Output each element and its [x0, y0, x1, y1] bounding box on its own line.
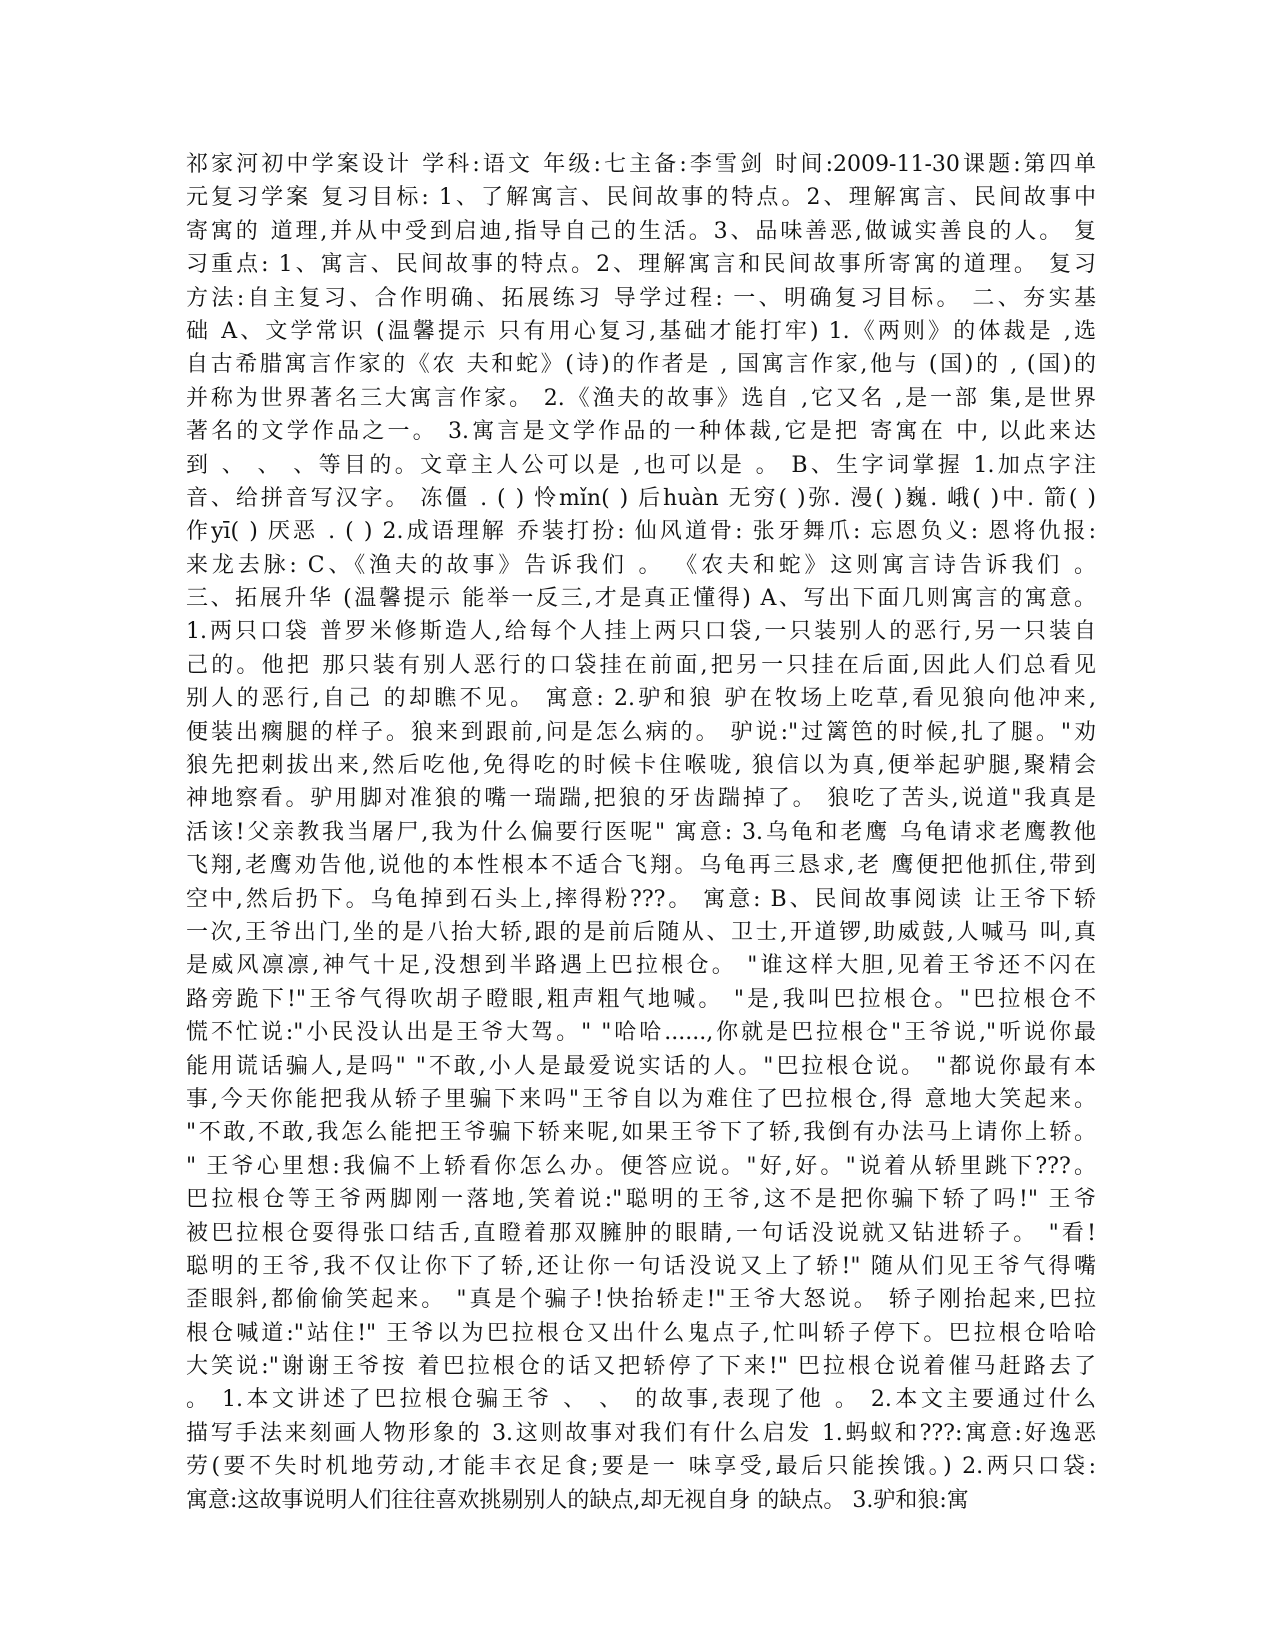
- text-line-20: 神地察看。驴用脚对准狼的嘴一瑞踹,把狼的牙齿踹掉了。 狼吃了苦头,说道"我真是: [186, 786, 1096, 812]
- document-page: [186, 148, 1096, 1517]
- text-line-18: 便装出瘸腿的样子。狼来到跟前,问是怎么病的。 驴说:"过篱笆的时候,扎了腿。"劝: [186, 719, 1096, 745]
- text-line-35: 歪眼斜,都偷偷笑起来。 "真是个骗子!快抬轿走!"王爷大怒说。 轿子刚抬起来,巴拉: [186, 1287, 1096, 1313]
- text-line-7: 自古希腊寓言作家的《农 夫和蛇》(诗)的作者是 , 国寓言作家,他与 (国)的 , (国)的: [186, 352, 1096, 378]
- text-line-37: 大笑说:"谢谢王爷按 着巴拉根仓的话又把轿停了下来!" 巴拉根仓说着催马赶路去了: [186, 1354, 1096, 1380]
- text-line-16: 己的。他把 那只装有别人恶行的口袋挂在前面,把另一只挂在后面,因此人们总看见: [186, 652, 1096, 678]
- text-line-21: 活该!父亲教我当屠尸,我为什么偏要行医呢" 寓意: 3.乌龟和老鹰 乌龟请求老鹰教他: [186, 819, 1096, 845]
- text-line-1: 祁家河初中学案设计 学科:语文 年级:七主备:李雪剑 时间:2009-11-30课题:第四单: [186, 152, 1096, 177]
- text-line-10: 到 、 、 、等目的。文章主人公可以是 ,也可以是 。 B、生字词掌握 1.加点字注: [186, 452, 1096, 478]
- text-line-27: 慌不忙说:"小民没认出是王爷大驾。" "哈哈......,你就是巴拉根仓"王爷说,"听说你最: [186, 1020, 1096, 1046]
- text-line-28: 能用谎话骗人,是吗" "不敢,小人是最爱说实话的人。"巴拉根仓说。 "都说你最有本: [186, 1053, 1096, 1079]
- text-line-31: " 王爷心里想:我偏不上轿看你怎么办。便答应说。"好,好。"说着从轿里跳下???。: [186, 1153, 1096, 1179]
- text-line-17: 别人的恶行,自己 的却瞧不见。 寓意: 2.驴和狼 驴在牧场上吃草,看见狼向他冲来,: [186, 686, 1096, 712]
- text-line-19: 狼先把刺拔出来,然后吃他,免得吃的时候卡住喉咙, 狼信以为真,便举起驴腿,聚精会: [186, 753, 1096, 779]
- text-line-2: 元复习学案 复习目标: 1、了解寓言、民间故事的特点。2、理解寓言、民间故事中: [186, 185, 1096, 211]
- text-line-38: 。 1.本文讲述了巴拉根仓骗王爷 、 、 的故事,表现了他 。 2.本文主要通过什么: [186, 1387, 1096, 1413]
- text-line-13: 来龙去脉: C、《渔夫的故事》告诉我们 。 《农夫和蛇》这则寓言诗告诉我们 。: [186, 552, 1096, 578]
- text-line-12: 作yī( ) 厌恶 . ( ) 2.成语理解 乔装打扮: 仙风道骨: 张牙舞爪: 忘恩负义: 恩将仇报:: [186, 519, 1096, 545]
- text-line-5: 方法:自主复习、合作明确、拓展练习 导学过程: 一、明确复习目标。 二、夯实基: [186, 285, 1096, 311]
- text-line-26: 路旁跪下!"王爷气得吹胡子瞪眼,粗声粗气地喊。 "是,我叫巴拉根仓。"巴拉根仓不: [186, 986, 1096, 1012]
- text-line-8: 并称为世界著名三大寓言作家。 2.《渔夫的故事》选自 ,它又名 ,是一部 集,是世界: [186, 385, 1096, 411]
- text-line-41: 寓意:这故事说明人们往往喜欢挑剔别人的缺点,却无视自身 的缺点。 3.驴和狼:寓: [186, 1487, 969, 1513]
- text-line-3: 寄寓的 道理,并从中受到启迪,指导自己的生活。3、品味善恶,做诚实善良的人。 复: [186, 218, 1096, 244]
- text-line-36: 根仓喊道:"站住!" 王爷以为巴拉根仓又出什么鬼点子,忙叫轿子停下。巴拉根仓哈哈: [186, 1320, 1096, 1346]
- text-line-15: 1.两只口袋 普罗米修斯造人,给每个人挂上两只口袋,一只装别人的恶行,另一只装自: [186, 619, 1096, 645]
- text-line-25: 是威风凛凛,神气十足,没想到半路遇上巴拉根仓。 "谁这样大胆,见着王爷还不闪在: [186, 953, 1096, 979]
- text-line-23: 空中,然后扔下。乌龟掉到石头上,摔得粉???。 寓意: B、民间故事阅读 让王爷下轿: [186, 886, 1096, 912]
- text-line-39: 描写手法来刻画人物形象的 3.这则故事对我们有什么启发 1.蚂蚁和???:寓意:好逸恶: [186, 1420, 1096, 1446]
- text-line-4: 习重点: 1、寓言、民间故事的特点。2、理解寓言和民间故事所寄寓的道理。 复习: [186, 252, 1096, 278]
- text-line-33: 被巴拉根仓耍得张口结舌,直瞪着那双臃肿的眼睛,一句话没说就又钻进轿子。 "看!: [186, 1220, 1096, 1246]
- text-line-24: 一次,王爷出门,坐的是八抬大轿,跟的是前后随从、卫士,开道锣,助威鼓,人喊马 叫,真: [186, 919, 1096, 945]
- text-line-34: 聪明的王爷,我不仅让你下了轿,还让你一句话没说又上了轿!" 随从们见王爷气得嘴: [186, 1253, 1096, 1279]
- text-line-40: 劳(要不失时机地劳动,才能丰衣足食;要是一 味享受,最后只能挨饿。) 2.两只口袋:: [186, 1454, 1096, 1480]
- text-line-29: 事,今天你能把我从轿子里骗下来吗"王爷自以为难住了巴拉根仓,得 意地大笑起来。: [186, 1086, 1096, 1112]
- text-line-22: 飞翔,老鹰劝告他,说他的本性根本不适合飞翔。乌龟再三恳求,老 鹰便把他抓住,带到: [186, 853, 1096, 879]
- text-line-32: 巴拉根仓等王爷两脚刚一落地,笑着说:"聪明的王爷,这不是把你骗下轿了吗!" 王爷: [186, 1187, 1096, 1213]
- text-line-30: "不敢,不敢,我怎么能把王爷骗下轿来呢,如果王爷下了轿,我倒有办法马上请你上轿。: [186, 1120, 1096, 1146]
- text-line-9: 著名的文学作品之一。 3.寓言是文学作品的一种体裁,它是把 寄寓在 中, 以此来达: [186, 419, 1096, 445]
- text-line-6: 础 A、文学常识 (温馨提示 只有用心复习,基础才能打牢) 1.《两则》的体裁是 ,选: [186, 318, 1096, 344]
- text-line-11: 音、给拼音写汉字。 冻僵 . ( ) 怜mǐn( ) 后huàn 无穷( )弥. 漫( )巍. 峨( )中. 箭( ): [186, 485, 1096, 511]
- text-line-14: 三、拓展升华 (温馨提示 能举一反三,才是真正懂得) A、写出下面几则寓言的寓意。: [186, 586, 1096, 612]
